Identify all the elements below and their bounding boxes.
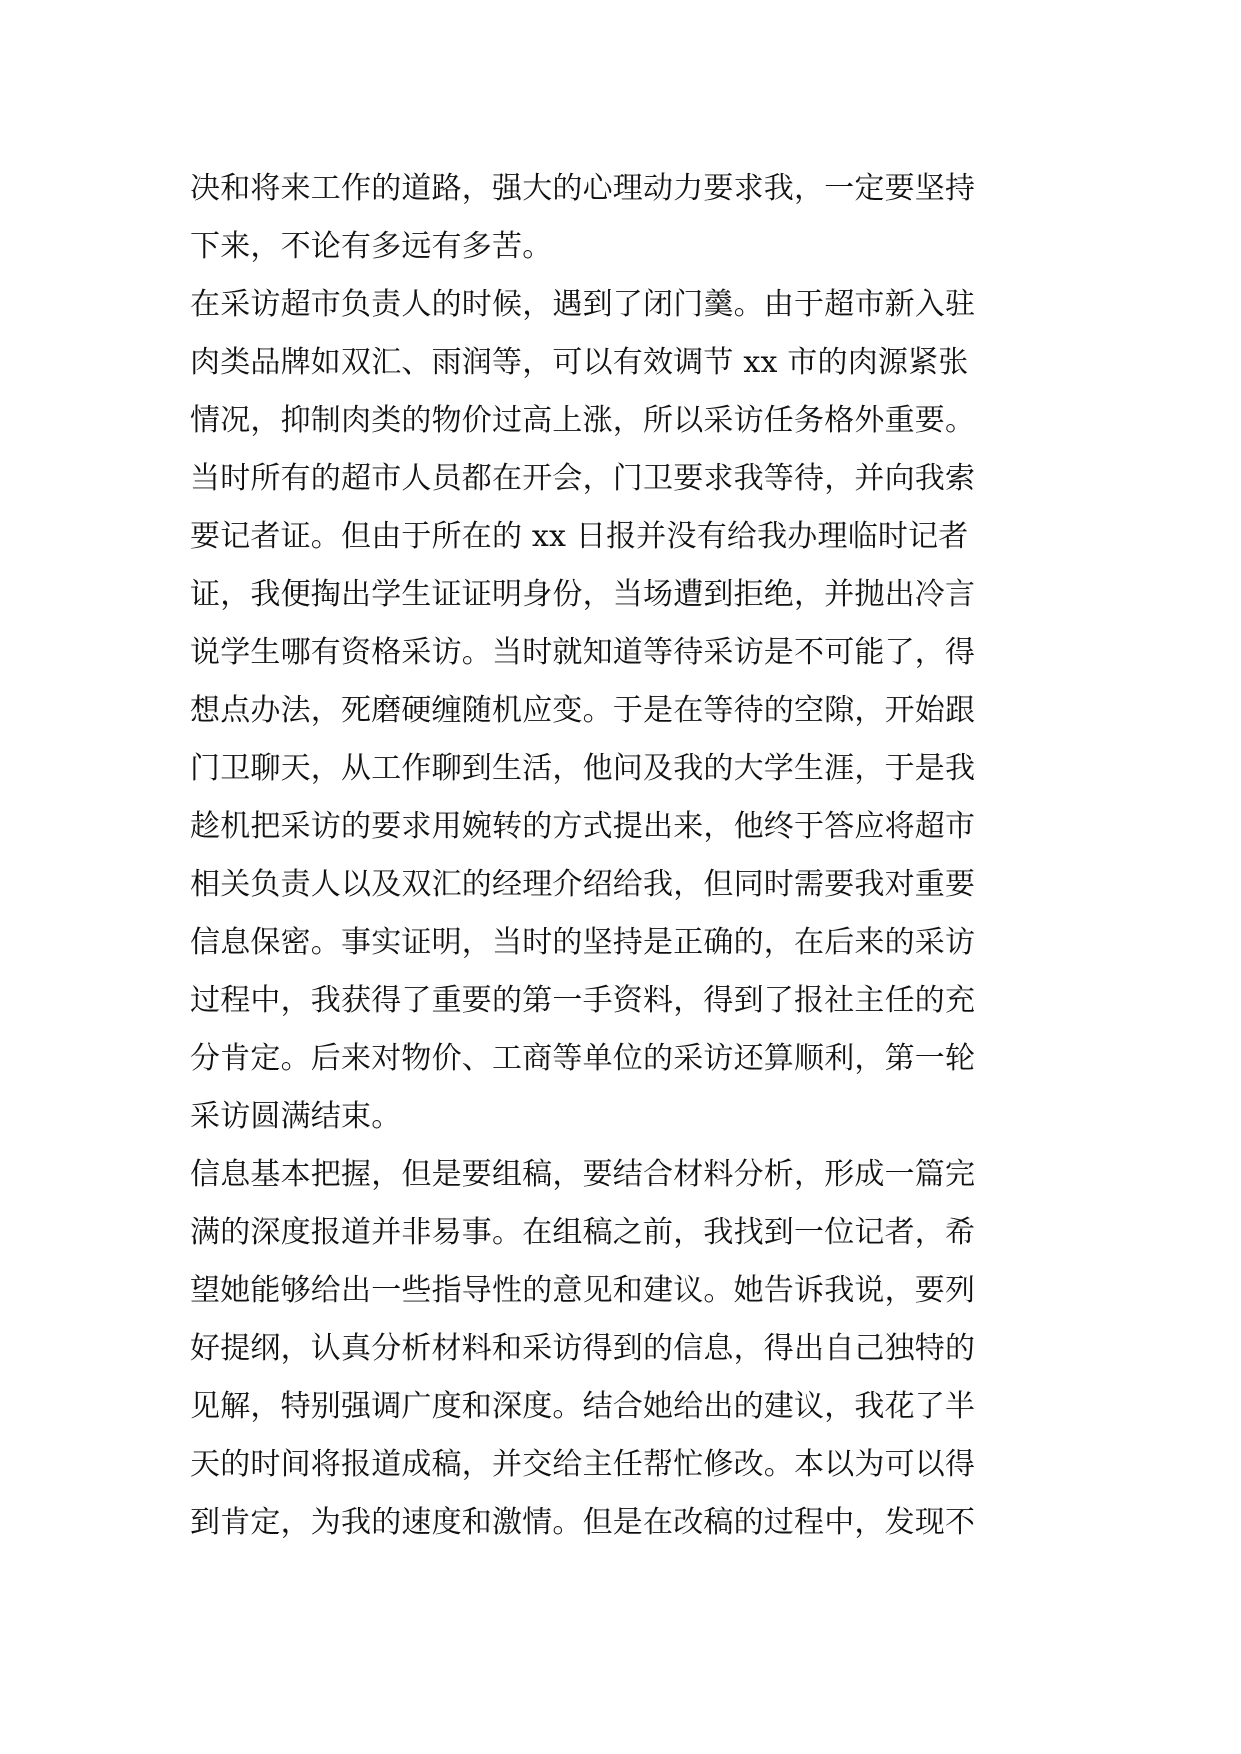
text-line: 下来，不论有多远有多苦。 — [190, 229, 553, 264]
text-line: 见解，特别强调广度和深度。结合她给出的建议，我花了半 — [190, 1389, 976, 1424]
text-line: 信息基本把握，但是要组稿，要结合材料分析，形成一篇完 — [190, 1157, 976, 1192]
text-line: 证，我便掏出学生证证明身份，当场遭到拒绝，并抛出冷言 — [190, 577, 976, 612]
text-line: 过程中，我获得了重要的第一手资料，得到了报社主任的充 — [190, 983, 976, 1018]
text-line: 采访圆满结束。 — [190, 1099, 402, 1134]
text-line: 要记者证。但由于所在的 xx 日报并没有给我办理临时记者 — [190, 519, 969, 554]
text-line: 天的时间将报道成稿，并交给主任帮忙修改。本以为可以得 — [190, 1447, 976, 1482]
text-line: 趁机把采访的要求用婉转的方式提出来，他终于答应将超市 — [190, 809, 976, 844]
text-line: 相关负责人以及双汇的经理介绍给我，但同时需要我对重要 — [190, 867, 976, 902]
text-line: 门卫聊天，从工作聊到生活，他问及我的大学生涯，于是我 — [190, 751, 976, 786]
body-text — [190, 160, 1070, 1552]
text-line: 信息保密。事实证明，当时的坚持是正确的，在后来的采访 — [190, 925, 976, 960]
text-line: 当时所有的超市人员都在开会，门卫要求我等待，并向我索 — [190, 461, 976, 496]
text-line: 说学生哪有资格采访。当时就知道等待采访是不可能了，得 — [190, 635, 976, 670]
text-line: 情况，抑制肉类的物价过高上涨，所以采访任务格外重要。 — [190, 403, 976, 438]
text-line: 在采访超市负责人的时候，遇到了闭门羹。由于超市新入驻 — [190, 287, 976, 322]
text-line: 分肯定。后来对物价、工商等单位的采访还算顺利，第一轮 — [190, 1041, 976, 1076]
text-line: 好提纲，认真分析材料和采访得到的信息，得出自己独特的 — [190, 1331, 976, 1366]
text-line: 满的深度报道并非易事。在组稿之前，我找到一位记者，希 — [190, 1215, 976, 1250]
text-line: 肉类品牌如双汇、雨润等，可以有效调节 xx 市的肉源紧张 — [190, 345, 969, 380]
text-line: 决和将来工作的道路，强大的心理动力要求我，一定要坚持 — [190, 171, 976, 206]
text-line: 想点办法，死磨硬缠随机应变。于是在等待的空隙，开始跟 — [190, 693, 976, 728]
text-line: 望她能够给出一些指导性的意见和建议。她告诉我说，要列 — [190, 1273, 976, 1308]
text-line: 到肯定，为我的速度和激情。但是在改稿的过程中，发现不 — [190, 1505, 976, 1540]
